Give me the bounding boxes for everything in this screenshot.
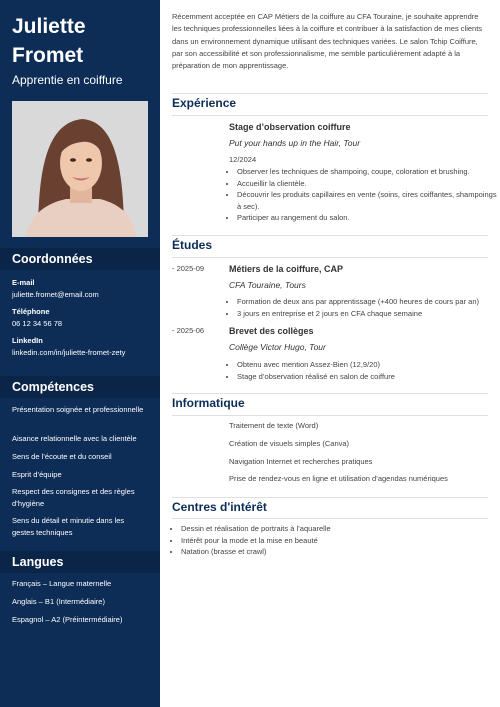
candidate-name	[12, 12, 86, 70]
bullet-item: • Dessin et réalisation de portraits à l’aquarelle	[181, 523, 499, 535]
computing-heading: Informatique	[172, 396, 245, 410]
section-divider	[172, 497, 488, 498]
email-label: E-mail	[12, 278, 35, 287]
bullet-item: • Stage d’observation réalisé en salon de coiffure	[237, 371, 499, 383]
bullet-item: • Observer les techniques de shampoing, coupe, coloration et brushing.	[237, 166, 499, 178]
language-item: Anglais – B1 (Intermédiaire)	[12, 597, 105, 606]
bullet-item: • Natation (brasse et crawl)	[181, 546, 499, 558]
skill-item: Présentation soignée et professionnelle	[12, 405, 144, 414]
bullet-item: • 3 jours en entreprise et 2 jours en CFA chaque semaine	[237, 308, 500, 320]
skill-item: Aisance relationnelle avec la clientèle	[12, 434, 137, 443]
phone-value[interactable]: 06 12 34 56 78	[12, 319, 63, 328]
bullet-item: • Intérêt pour la mode et la mise en beauté	[181, 535, 499, 547]
section-divider	[172, 235, 488, 236]
experience-title: Stage d’observation coiffure	[229, 122, 351, 132]
language-item: Espagnol – A2 (Préintermédiaire)	[12, 615, 123, 624]
linkedin-value[interactable]: linkedin.com/in/juliette-fromet-zety	[12, 348, 126, 357]
section-divider	[172, 257, 488, 258]
section-divider	[172, 115, 488, 116]
education-title: Métiers de la coiffure, CAP	[229, 264, 344, 274]
skill-item: Respect des consignes et des règles d’hygiène	[12, 487, 135, 508]
skills-heading: Compétences	[0, 376, 160, 398]
education-place: Collège Victor Hugo, Tour	[229, 342, 326, 352]
profile-summary: Récemment acceptée en CAP Métiers de la coiffure au CFA Touraine, je souhaite apprendre les techniques professionnelles liées à la coiffure et contribuer à la satisfaction de mes clients dans un environnement dynamique utilisant des techniques variées. Le salon Tchip Coiffure, par son accessibilité et son professionnalisme, me semble particulièrement adapté à la préparation de mon apprentissage.	[172, 12, 483, 71]
education-bullets	[228, 296, 500, 319]
bullet-item: • Accueillir la clientèle.	[237, 178, 499, 190]
contact-heading: Coordonnées	[0, 248, 160, 270]
education-heading: Études	[172, 238, 213, 252]
interests-bullets	[172, 523, 499, 558]
language-item: Français – Langue maternelle	[12, 579, 112, 588]
skill-item: Esprit d’équipe	[12, 470, 62, 479]
computing-item: Navigation Internet et recherches pratiques	[229, 457, 373, 466]
computing-item: Traitement de texte (Word)	[229, 421, 319, 430]
education-date: - 2025-09	[172, 264, 205, 273]
bullet-item: • Formation de deux ans par apprentissage (+400 heures de cours par an)	[237, 296, 500, 308]
section-divider	[172, 93, 488, 94]
education-bullets	[228, 359, 499, 382]
education-title: Brevet des collèges	[229, 326, 314, 336]
last-name: Fromet	[12, 44, 84, 67]
computing-item: Prise de rendez-vous en ligne et utilisation d’agendas numériques	[229, 474, 448, 483]
experience-date: 12/2024	[229, 155, 257, 164]
experience-heading: Expérience	[172, 96, 237, 110]
interests-heading: Centres d'intérêt	[172, 500, 267, 514]
phone-label: Téléphone	[12, 307, 50, 316]
first-name: Juliette	[12, 15, 86, 38]
sidebar	[0, 0, 160, 707]
bullet-item: • Obtenu avec mention Assez-Bien (12,9/20)	[237, 359, 499, 371]
linkedin-label: LinkedIn	[12, 336, 43, 345]
experience-place: Put your hands up in the Hair, Tour	[229, 138, 361, 148]
main-content	[160, 0, 500, 707]
bullet-item: • Découvrir les produits capillaires en vente (soins, cires coiffantes, shampoings à sec).	[237, 189, 499, 212]
education-date: - 2025-06	[172, 326, 205, 335]
skill-item: Sens du détail et minutie dans les gestes techniques	[12, 516, 125, 537]
experience-bullets	[228, 166, 499, 224]
education-place: CFA Touraine, Tours	[229, 280, 306, 290]
languages-heading: Langues	[0, 551, 160, 573]
portrait-image	[12, 101, 148, 237]
profile-photo	[12, 101, 148, 237]
job-title: Apprentie en coiffure	[12, 73, 123, 87]
computing-item: Création de visuels simples (Canva)	[229, 439, 350, 448]
email-value[interactable]: juliette.fromet@email.com	[12, 290, 99, 299]
skill-item: Sens de l’écoute et du conseil	[12, 452, 112, 461]
section-divider	[172, 518, 488, 519]
section-divider	[172, 415, 488, 416]
section-divider	[172, 393, 488, 394]
bullet-item: • Participer au rangement du salon.	[237, 212, 499, 224]
